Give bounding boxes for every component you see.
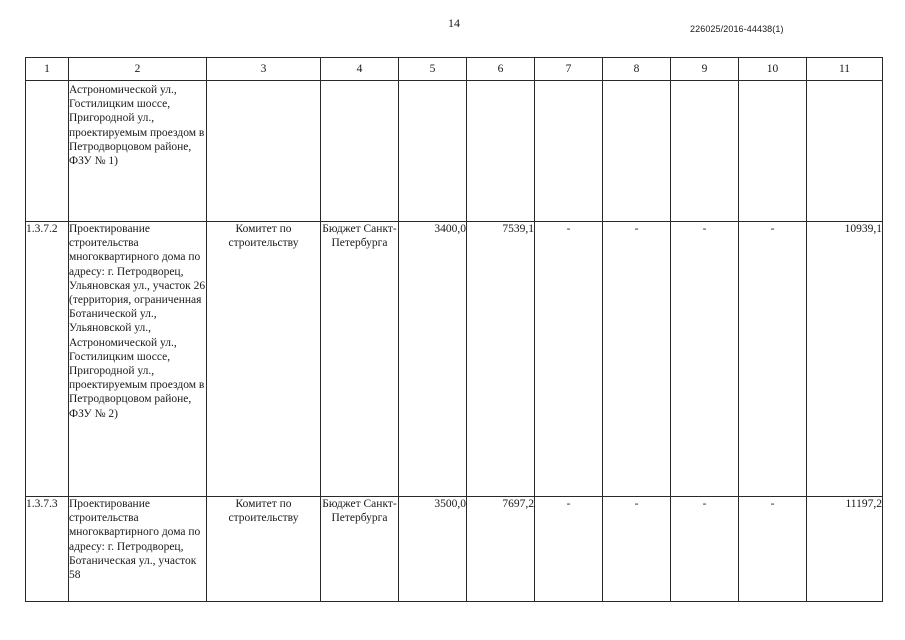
column-header: 10 <box>739 58 807 81</box>
column-header: 8 <box>603 58 671 81</box>
column-header: 6 <box>467 58 535 81</box>
item-funding-source: Бюджет Санкт-Петербурга <box>321 222 399 497</box>
column-header: 7 <box>535 58 603 81</box>
item-col-5: 3400,0 <box>399 222 467 497</box>
item-col-5 <box>399 81 467 222</box>
item-col-6: 7539,1 <box>467 222 535 497</box>
column-header: 2 <box>69 58 207 81</box>
item-col-9: - <box>671 222 739 497</box>
item-name: Проектирование строительства многоквартирного дома по адресу: г. Петродворец, Ботаническая ул., участок 58 <box>69 497 207 602</box>
item-code: 1.3.7.2 <box>26 222 69 497</box>
document-code: 226025/2016-44438(1) <box>690 24 784 34</box>
table-row <box>26 81 883 222</box>
column-header: 3 <box>207 58 321 81</box>
item-name: Астрономической ул., Гостилицким шоссе, Пригородной ул., проектируемым проездом в Петродворцовом районе, ФЗУ № 1) <box>69 81 207 222</box>
item-col-10: - <box>739 222 807 497</box>
item-col-7: - <box>535 222 603 497</box>
item-total: 11197,2 <box>807 497 883 602</box>
program-table <box>25 57 883 602</box>
column-header: 5 <box>399 58 467 81</box>
item-customer: Комитет по строительству <box>207 497 321 602</box>
item-total: 10939,1 <box>807 222 883 497</box>
item-col-10: - <box>739 497 807 602</box>
item-code <box>26 81 69 222</box>
item-funding-source: Бюджет Санкт-Петербурга <box>321 497 399 602</box>
item-funding-source <box>321 81 399 222</box>
header-row <box>26 58 883 81</box>
item-col-9 <box>671 81 739 222</box>
table-row <box>26 222 883 497</box>
column-header: 4 <box>321 58 399 81</box>
page-number: 14 <box>448 16 460 30</box>
table-row <box>26 497 883 602</box>
item-col-8: - <box>603 222 671 497</box>
column-header: 9 <box>671 58 739 81</box>
item-col-6 <box>467 81 535 222</box>
item-col-6: 7697,2 <box>467 497 535 602</box>
item-col-5: 3500,0 <box>399 497 467 602</box>
item-col-10 <box>739 81 807 222</box>
column-header: 1 <box>26 58 69 81</box>
item-col-8 <box>603 81 671 222</box>
item-col-7 <box>535 81 603 222</box>
item-col-9: - <box>671 497 739 602</box>
item-customer <box>207 81 321 222</box>
item-col-7: - <box>535 497 603 602</box>
column-header: 11 <box>807 58 883 81</box>
item-col-8: - <box>603 497 671 602</box>
item-customer: Комитет по строительству <box>207 222 321 497</box>
item-code: 1.3.7.3 <box>26 497 69 602</box>
item-total <box>807 81 883 222</box>
item-name: Проектирование строительства многоквартирного дома по адресу: г. Петродворец, Ульяновская ул., участок 26 (территория, ограниченная Ботанической ул., Ульяновской ул., Астрономической ул., Гостилицким шоссе, Пригородной ул., проектируемым проездом в Петродворцовом районе, ФЗУ № 2) <box>69 222 207 497</box>
